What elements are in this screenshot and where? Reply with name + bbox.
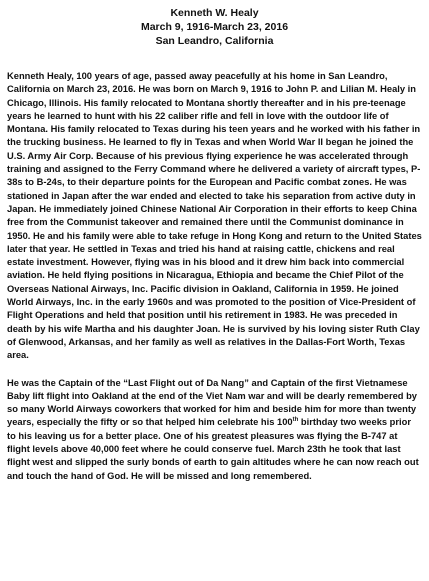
remembrance-paragraph: [7, 377, 422, 483]
document-header: [7, 6, 422, 48]
ordinal-suffix: th: [292, 417, 299, 424]
life-dates: March 9, 1916-March 23, 2016: [140, 21, 289, 33]
location: San Leandro, California: [155, 35, 274, 47]
remembrance-text-start: He was the Captain of the “Last Flight out of Da Nang” and Captain of the first Vietnamese Baby lift flight into Oakland at the end of the Viet Nam war and will be dearly remembered by so many World Airways coworkers that worked for him and beside him for more than twenty years, especially the fifty or so that helped him celebrate his 100: [7, 377, 417, 428]
deceased-name: Kenneth W. Healy: [170, 7, 259, 19]
biography-paragraph: Kenneth Healy, 100 years of age, passed away peacefully at his home in San Leandro, California on March 23, 2016. He was born on March 9, 1916 to John P. and Lilian M. Healy in Chicago, Illinois. His family relocated to Montana shortly thereafter and in his pre-teenage years he learned to hunt with his 22 caliber rifle and fell in love with the outdoor life of Montana. His family relocated to Texas during his teen years and he worked with his father in the trucking business. He learned to fly in Texas and when World War II began he joined the U.S. Army Air Corp. Because of his previous flying experience he was accelerated through training and assigned to the Ferry Command where he delivered a variety of aircraft types, P-38s to B-24s, to their departure points for the European and Pacific combat zones. He was stationed in Japan after the war ended and elected to take his separation from active duty in Japan. He immediately joined Chinese National Air Corporation in their efforts to keep China free from the Communist takeover and remained there until the Communist dominance in 1950. He and his family were able to take refuge in Hong Kong and return to the United States later that year. He settled in Texas and tried his hand at raising cattle, chickens and real estate investment. However, flying was in his blood and it drew him back into commercial aviation. He held flying positions in Nicaragua, Ethiopia and became the Chief Pilot of the Overseas National Airways, Inc. Pacific division in Oakland, California in 1959. He joined World Airways, Inc. in the early 1960s and was promoted to the position of Vice-President of Flight Operations and held that position until his retirement in 1983. He was preceded in death by his wife Martha and his daughter Joan. He is survived by his loving sister Ruth Clay of Glenwood, Arkansas, and her family as well as relatives in the Dallas-Fort Worth, Texas area.: [7, 71, 422, 361]
remembrance-text-end: birthday two weeks prior to his leaving us for a better place. One of his greatest pleasures was flying the B-747 at flight levels above 40,000 feet where he could conserve fuel. March 23th he took that last flight west and slipped the surly bonds of earth to gain altitudes where he can now reach out and touch the hand of God. He will be missed and long remembered.: [7, 417, 419, 481]
